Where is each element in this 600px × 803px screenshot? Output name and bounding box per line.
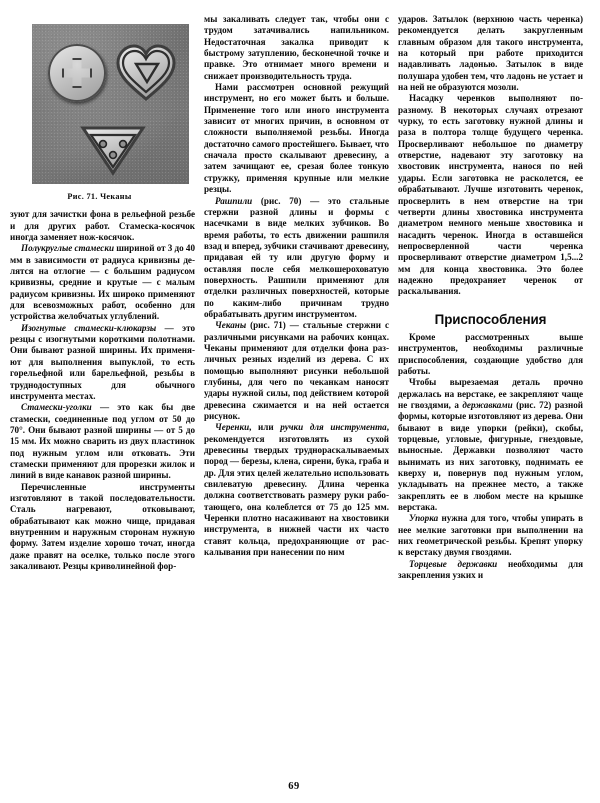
- paragraph-c2-5: Черенки, или ручки для инструмента, рекомендуется изготовлять из сухой древесины твердых труднораскалываемых пород — березы, клена, сирени, бука, граба и др. Для этих целей желательно использовать свилеватую древесину. Длина черенка должна соответствовать размеру руки работающего, она колеблется от 75 до 125 мм. Черенки плотно насаживают на хвостовики инструмента, в нижней части их часто ставят кольца, предохраняющие от раскалывания при нанесении по ним: [204, 422, 389, 558]
- page-number: 69: [288, 781, 300, 792]
- paragraph-c1-2: Полукруглые стамески шириной от 3 до 40 мм в зависимости от радиуса кривизны делятся на отлогие — с большим радиусом кривизны, средние и крутые — с малым радиусом кривизны. Их широко применяют для всевозможных работ, особенно для устройства желобчатых углублений.: [10, 243, 195, 322]
- term-ugolki: Стамески-уголки: [21, 402, 92, 413]
- circular-stamp-icon: [48, 44, 106, 102]
- paragraph-c2-2: Нами рассмотрен основной режущий инструмент, но его может быть и больше. Применение того или иного инструмента зависит от многих причин, в основном от сложности выполняемой резьбы. Иногда достаточно самого простейшего. Бывает, что сначала просто скалывают древесину, а затем зачищают ее, срезая более тонкую стружку, применяя крупные или мелкие резцы.: [204, 82, 389, 195]
- paragraph-c3-1: ударов. Затылок (верхнюю часть черенка) рекомендуется делать закругленным главным образом для такого инструмента, на который при работе приходится надавливать ладонью. Затылок в виде полушара удобен тем, что ладонь не устает и на ней не образуются мозоли.: [398, 14, 583, 93]
- term-derzhavkami: державками: [462, 400, 513, 410]
- paragraph-c3-5: Упорка нужна для того, чтобы упирать в нее мелкие заготовки при выполнении на них геометрической резьбы. Крепят упорку к верстаку двумя гвоздями.: [398, 513, 583, 558]
- paragraph-c1-4: Стамески-уголки — это как бы две стамески, соединенные под углом от 50 до 70°. Они бывают разной ширины — от 5 до 15 мм. Их можно сварить из двух пластинок под нужным углом или отковать. Эти стамески применяют для прорезки жилок и линий в виде канавок разной ширины.: [10, 402, 195, 481]
- figure-caption: Рис. 71. Чеканы: [67, 192, 132, 201]
- term-polukruglye: Полукруглые стамески: [21, 243, 115, 254]
- text-column-3: [398, 14, 583, 582]
- term-chekany: Чеканы: [215, 320, 247, 331]
- paragraph-c2-4: Чеканы (рис. 71) — стальные стержни с различными рисунками на рабочих концах. Чеканы применяют для отделки фона различных резных изделий из дерева. С их помощью выполняют рисунки небольшой глубины, для чего по чеканкам наносят удары нужной силы, под действием которой древесина сжимается и на ней остается рисунок.: [204, 320, 389, 422]
- three-column-layout: [10, 14, 592, 797]
- figure-71: [10, 24, 195, 202]
- term-izognutye: Изогнутые: [21, 322, 66, 333]
- triangular-stamp-icon: [80, 124, 146, 176]
- paragraph-c1-1: зуют для зачистки фона в рельефной резьбе и для других работ. Стамеска-косячок иногда заменяет нож-косячок.: [10, 209, 195, 243]
- text-column-2: [204, 14, 389, 559]
- term-torcevye-derzhavki: Торцевые державки: [409, 558, 498, 569]
- paragraph-c2-3: Рашпили (рис. 70) — это стальные стержни разной длины и формы с насечками в виде мелких зубчиков. Во время работы, то есть движении рашпиля взад и вперед, зубчики стачивают древесину, придавая ей ту или другую форму и оставляя после себя мелкошероховатую поверхность. Рашпили применяют для отделки различных поверхностей, которые по каким-либо причинам трудно обрабатывать другим инструментом.: [204, 195, 389, 319]
- section-heading-prisposobleniya: Приспособления: [434, 311, 547, 327]
- paragraph-c3-2: Насадку черенков выполняют по-разному. В некоторых случаях отрезают чурку, то есть заготовку нужной длины и раза в полтора толще будущего черенка. Просверливают небольшое по диаметру отверстие, надевают эту заготовку на хвостовик инструмента, нанося по ней удары. Если заготовка не расколется, ее обрабатывают. Лучше изготовить черенок, просверлить в нем отверстие на три четверти длины хвостовика инструмента диаметром немного меньше хвостовика и насадить черенок. Иногда в оставшейся непросверленной части черенка просверливают отверстие диаметром 1,5...2 мм для конца хвостовика. Это более надежно предохраняет черенок от раскалывания.: [398, 93, 583, 297]
- paragraph-c1-5: Перечисленные инструменты изготовляют в такой последовательности. Сталь нагревают, отковывают, обрабатывают как можно чище, придавая внутренним и наружным сторонам нужную форму. Затем изделие хорошо точат, иногда даже правят на оселке, только после этого закаливают. Резцы криволинейной фор-: [10, 481, 195, 571]
- paragraph-c3-6: Торцевые державки необходимы для закрепления узких и: [398, 558, 583, 581]
- term-uporka: Упорка: [409, 513, 439, 524]
- text-column-1: [10, 14, 195, 572]
- term-cherenki: Черенки: [215, 422, 250, 433]
- paragraph-c2-1: мы закаливать следует так, чтобы они с трудом затачивались напильником. Недостаточная закалка приводит к быстрому затуплению, бесконечной точке и правке. Это отнимает много времени и снижает производительность труда.: [204, 14, 389, 81]
- chekany-photo: [32, 24, 189, 184]
- paragraph-c3-3: Кроме рассмотренных выше инструментов, необходимы различные приспособления, создающие удобство для работы.: [398, 331, 583, 376]
- paragraph-c3-4: Чтобы вырезаемая деталь прочно держалась на верстаке, ее закрепляют чаще не гвоздями, а державками (рис. 72) разной формы, которые изготовляют из дерева. Они бывают в виде упорки (рейки), скобы, торцевые, угловые, фигурные, гнездовые, выносные. Державки позволяют часто вынимать из них заготовку, поднимать ее кверху и, повернув под нужным углом, укладывать на прежнее место, а также закреплять ее в любом месте на крышке верстака.: [398, 377, 583, 513]
- heart-stamp-icon: [115, 42, 177, 102]
- paragraph-c1-3: Изогнутые стамески-клюкарзы — это резцы с изогнутыми короткими полотнами. Они бывают разной ширины. Их применяют для выполнения выпуклой, то есть горельефной или барельефной, резьбы в труднодоступных для обычного инструмента местах.: [10, 322, 195, 401]
- term-rashpili: Рашпили: [215, 195, 253, 206]
- term-klyukarzy: стамески-клюкарзы: [74, 322, 157, 333]
- term-ruchki: ручки для инструмента: [280, 422, 387, 433]
